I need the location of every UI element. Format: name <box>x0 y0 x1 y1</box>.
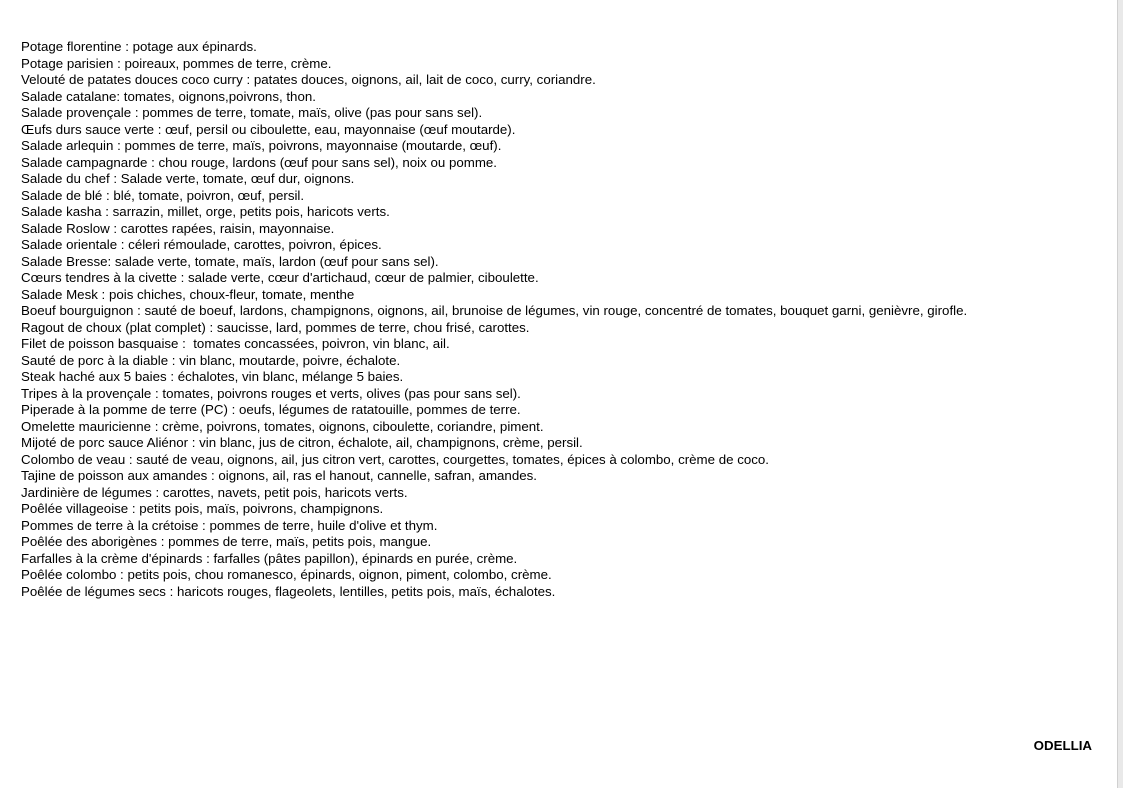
recipe-line: Farfalles à la crème d'épinards : farfalles (pâtes papillon), épinards en purée, crème. <box>21 550 518 566</box>
recipe-line: Potage florentine : potage aux épinards. <box>21 39 257 54</box>
recipe-line: Colombo de veau : sauté de veau, oignons, ail, jus citron vert, carottes, courgettes, tomates, épices à colombo, crème de coco. <box>21 451 769 467</box>
recipe-line: Salade catalane: tomates, oignons,poivrons, thon. <box>21 88 316 104</box>
recipe-line: Sauté de porc à la diable : vin blanc, moutarde, poivre, échalote. <box>21 352 401 368</box>
recipe-line: Cœurs tendres à la civette : salade verte, cœur d'artichaud, cœur de palmier, ciboulette. <box>21 270 539 285</box>
recipe-line: Salade orientale : céleri rémoulade, carottes, poivron, épices. <box>21 237 382 252</box>
recipe-line: Piperade à la pomme de terre (PC) : oeufs, légumes de ratatouille, pommes de terre. <box>21 402 521 417</box>
recipe-line: Salade Mesk : pois chiches, choux-fleur, tomate, menthe <box>21 286 355 302</box>
recipe-line: Salade Bresse: salade verte, tomate, maïs, lardon (œuf pour sans sel). <box>21 253 439 269</box>
recipe-line: Mijoté de porc sauce Aliénor : vin blanc, jus de citron, échalote, ail, champignons, crème, persil. <box>21 435 583 450</box>
recipe-line: Salade Roslow : carottes rapées, raisin, mayonnaise. <box>21 220 335 236</box>
recipe-line: Omelette mauricienne : crème, poivrons, tomates, oignons, ciboulette, coriandre, piment. <box>21 418 544 434</box>
recipe-line: Salade de blé : blé, tomate, poivron, œuf, persil. <box>21 187 305 203</box>
brand-footer: ODELLIA <box>1033 738 1092 753</box>
recipe-list <box>21 39 967 600</box>
recipe-line: Potage parisien : poireaux, pommes de terre, crème. <box>21 55 332 71</box>
recipe-line: Ragout de choux (plat complet) : saucisse, lard, pommes de terre, chou frisé, carottes. <box>21 319 530 335</box>
page-edge-scrollbar[interactable] <box>1117 0 1123 788</box>
recipe-line: Jardinière de légumes : carottes, navets, petit pois, haricots verts. <box>21 484 408 500</box>
recipe-line: Tajine de poisson aux amandes : oignons, ail, ras el hanout, cannelle, safran, amandes. <box>21 468 537 483</box>
recipe-line: Salade du chef : Salade verte, tomate, œuf dur, oignons. <box>21 171 355 186</box>
recipe-line: Velouté de patates douces coco curry : patates douces, oignons, ail, lait de coco, curry, coriandre. <box>21 72 596 87</box>
recipe-line: Boeuf bourguignon : sauté de boeuf, lardons, champignons, oignons, ail, brunoise de légumes, vin rouge, concentré de tomates, bouquet garni, genièvre, girofle. <box>21 303 968 318</box>
recipe-line: Salade arlequin : pommes de terre, maïs, poivrons, mayonnaise (moutarde, œuf). <box>21 138 502 153</box>
recipe-line: Poêlée de légumes secs : haricots rouges, flageolets, lentilles, petits pois, maïs, échalotes. <box>21 583 556 599</box>
recipe-line: Poêlée colombo : petits pois, chou romanesco, épinards, oignon, piment, colombo, crème. <box>21 567 552 582</box>
recipe-line: Poêlée des aborigènes : pommes de terre, maïs, petits pois, mangue. <box>21 534 432 549</box>
recipe-line: Filet de poisson basquaise : tomates concassées, poivron, vin blanc, ail. <box>21 336 450 351</box>
recipe-line: Salade campagnarde : chou rouge, lardons (œuf pour sans sel), noix ou pomme. <box>21 154 497 170</box>
recipe-line: Steak haché aux 5 baies : échalotes, vin blanc, mélange 5 baies. <box>21 369 404 384</box>
recipe-line: Pommes de terre à la crétoise : pommes de terre, huile d'olive et thym. <box>21 517 438 533</box>
recipe-line: Salade kasha : sarrazin, millet, orge, petits pois, haricots verts. <box>21 204 390 219</box>
recipe-line: Tripes à la provençale : tomates, poivrons rouges et verts, olives (pas pour sans sel). <box>21 385 521 401</box>
recipe-line: Œufs durs sauce verte : œuf, persil ou ciboulette, eau, mayonnaise (œuf moutarde). <box>21 121 516 137</box>
recipe-line: Poêlée villageoise : petits pois, maïs, poivrons, champignons. <box>21 501 384 516</box>
recipe-line: Salade provençale : pommes de terre, tomate, maïs, olive (pas pour sans sel). <box>21 105 483 120</box>
